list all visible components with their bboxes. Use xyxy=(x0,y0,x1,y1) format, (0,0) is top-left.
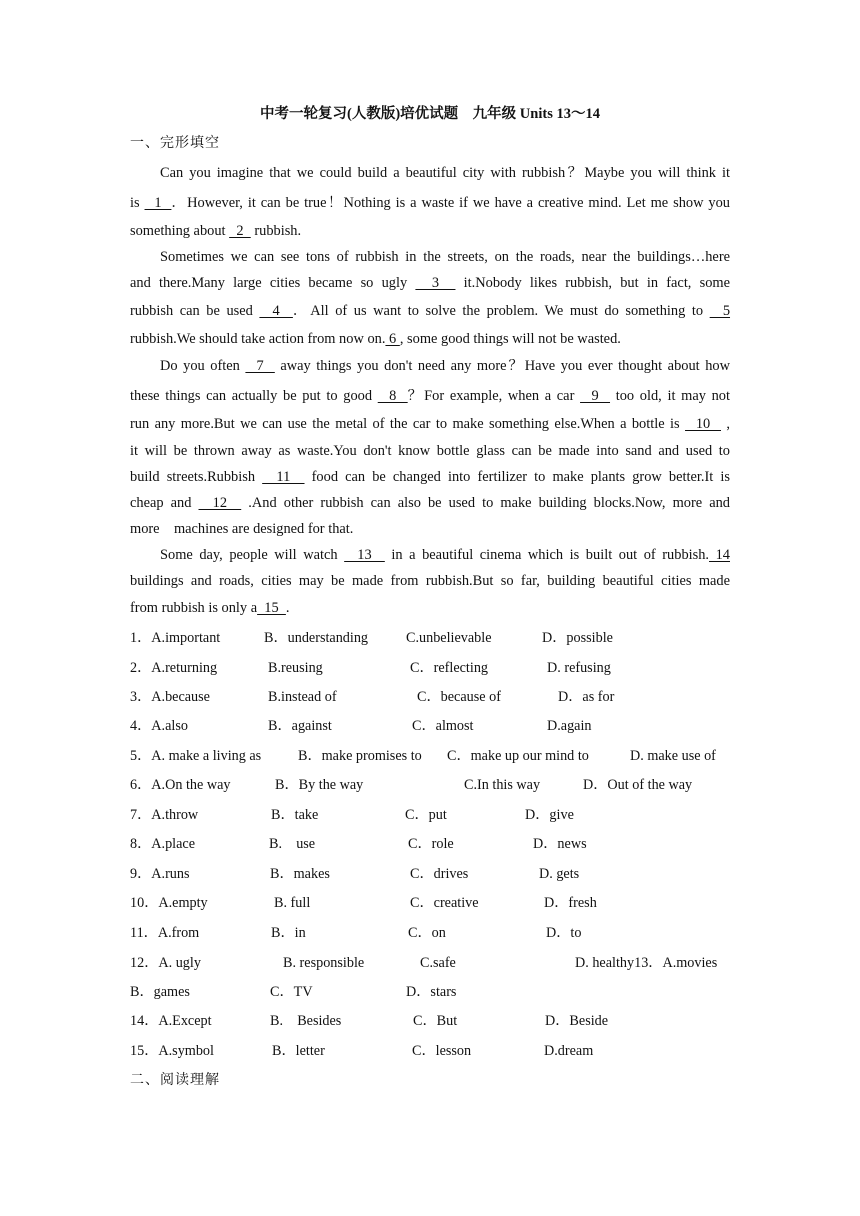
passage-line: build streets.Rubbish 11 food can be changed into fertilizer to make plants grow better.It is xyxy=(130,469,730,485)
blank-14: 14 xyxy=(709,547,730,563)
option-c: C．on xyxy=(408,925,446,941)
option-d: D．fresh xyxy=(544,895,597,911)
passage-line: rubbish.We should take action from now on. 6 , some good things will not be wasted. xyxy=(130,331,621,347)
option-d: D. gets xyxy=(539,866,580,882)
blank-8: 8 xyxy=(377,388,408,404)
passage-line: these things can actually be put to good 8 ？For example, when a car 9 too old, it may not xyxy=(130,388,730,404)
blank-11: 11 xyxy=(262,469,305,485)
option-a: 14．A.Except xyxy=(130,1013,212,1029)
option-a: 2．A.returning xyxy=(130,660,218,676)
option-a: 6．A.On the way xyxy=(130,777,231,793)
blank-15: 15 xyxy=(257,600,286,616)
passage-line: is 1 ．However, it can be true！Nothing is a waste if we have a creative mind. Let me show you xyxy=(130,195,731,211)
passage-line: it will be thrown away as waste.You don't know bottle glass can be made into sand and used to xyxy=(130,443,730,459)
option-a: 9．A.runs xyxy=(130,866,190,882)
option-c: C．TV xyxy=(270,984,313,1000)
option-d: D．give xyxy=(525,807,574,823)
option-c: C．because of xyxy=(417,689,501,705)
option-b: B．against xyxy=(268,718,332,734)
page-title: 中考一轮复习(人教版)培优试题 九年级 Units 13～14 xyxy=(260,106,600,122)
option-b: B．By the way xyxy=(275,777,364,793)
blank-12: 12 xyxy=(198,495,242,511)
option-c: C．reflecting xyxy=(410,660,489,676)
option-a: 7．A.throw xyxy=(130,807,199,823)
option-d: D. healthy13．A.movies xyxy=(575,955,718,971)
passage-line: buildings and roads, cities may be made from rubbish.But so far, building beautiful cities made xyxy=(130,573,730,589)
passage-line: Do you often 7 away things you don't need any more？Have you ever thought about how xyxy=(160,358,730,374)
option-b: B．understanding xyxy=(264,630,369,646)
passage-line: Can you imagine that we could build a beautiful city with rubbish？Maybe you will think it xyxy=(160,165,730,181)
option-d: D.dream xyxy=(544,1043,594,1059)
option-c: C．creative xyxy=(410,895,479,911)
blank-3: 3 xyxy=(415,275,456,291)
passage-line: Some day, people will watch 13 in a beautiful cinema which is built out of rubbish. 14 xyxy=(160,547,730,563)
option-b: B. use xyxy=(269,836,316,852)
passage-line: something about 2 rubbish. xyxy=(130,223,302,239)
passage-line: more machines are designed for that. xyxy=(130,521,354,537)
option-a: 3．A.because xyxy=(130,689,210,705)
option-b: B．make promises to xyxy=(298,748,422,764)
passage-line: Sometimes we can see tons of rubbish in the streets, on the roads, near the buildings…here xyxy=(160,249,730,265)
option-d: D．Out of the way xyxy=(583,777,693,793)
section-cloze-heading: 一、完形填空 xyxy=(130,135,220,151)
passage-line: run any more.But we can use the metal of the car to make something else.When a bottle is 10 , xyxy=(130,416,730,432)
blank-5: 5 xyxy=(709,303,731,319)
option-a: 8．A.place xyxy=(130,836,196,852)
blank-10: 10 xyxy=(685,416,721,432)
option-d: D．stars xyxy=(406,984,457,1000)
blank-2: 2 xyxy=(229,223,251,239)
option-a: 12．A. ugly xyxy=(130,955,201,971)
option-c: C．almost xyxy=(412,718,474,734)
option-b: B．in xyxy=(271,925,306,941)
option-d: D.again xyxy=(547,718,592,734)
option-a: 4．A.also xyxy=(130,718,188,734)
option-c: C．drives xyxy=(410,866,469,882)
option-a: 1．A.important xyxy=(130,630,221,646)
option-d: D．to xyxy=(546,925,582,941)
blank-9: 9 xyxy=(580,388,611,404)
blank-1: 1 xyxy=(144,195,172,211)
option-b: B．games xyxy=(130,984,190,1000)
option-d: D．as for xyxy=(558,689,615,705)
option-c: C．put xyxy=(405,807,447,823)
passage-line: from rubbish is only a 15 . xyxy=(130,600,290,616)
option-b: B．makes xyxy=(270,866,330,882)
option-a: 11．A.from xyxy=(130,925,200,941)
option-c: C.In this way xyxy=(464,777,541,793)
option-d: D．possible xyxy=(542,630,613,646)
option-b: B. full xyxy=(274,895,311,911)
passage-line: cheap and 12 .And other rubbish can also be used to make building blocks.Now, more and xyxy=(130,495,730,511)
blank-6: 6 xyxy=(385,331,400,347)
option-c: C．lesson xyxy=(412,1043,472,1059)
option-d: D. make use of xyxy=(630,748,716,764)
option-c: C.unbelievable xyxy=(406,630,492,646)
option-d: D．news xyxy=(533,836,587,852)
option-a: 5．A. make a living as xyxy=(130,748,262,764)
option-c: C．role xyxy=(408,836,454,852)
option-b: B.reusing xyxy=(268,660,323,676)
passage-line: rubbish can be used 4 ．All of us want to solve the problem. We must do something to 5 xyxy=(130,303,731,319)
option-c: C．make up our mind to xyxy=(447,748,589,764)
option-b: B.instead of xyxy=(268,689,337,705)
option-d: D．Beside xyxy=(545,1013,609,1029)
option-d: D. refusing xyxy=(547,660,611,676)
option-c: C.safe xyxy=(420,955,456,971)
passage-line: and there.Many large cities became so ugly 3 it.Nobody likes rubbish, but in fact, some xyxy=(130,275,730,291)
blank-13: 13 xyxy=(344,547,385,563)
option-a: 15．A.symbol xyxy=(130,1043,214,1059)
option-b: B．take xyxy=(271,807,319,823)
option-c: C．But xyxy=(413,1013,458,1029)
option-b: B. responsible xyxy=(283,955,365,971)
option-b: B．letter xyxy=(272,1043,325,1059)
blank-7: 7 xyxy=(245,358,275,374)
option-a: 10．A.empty xyxy=(130,895,208,911)
section-reading-heading: 二、阅读理解 xyxy=(130,1072,220,1088)
blank-4: 4 xyxy=(259,303,293,319)
option-b: B. Besides xyxy=(270,1013,342,1029)
